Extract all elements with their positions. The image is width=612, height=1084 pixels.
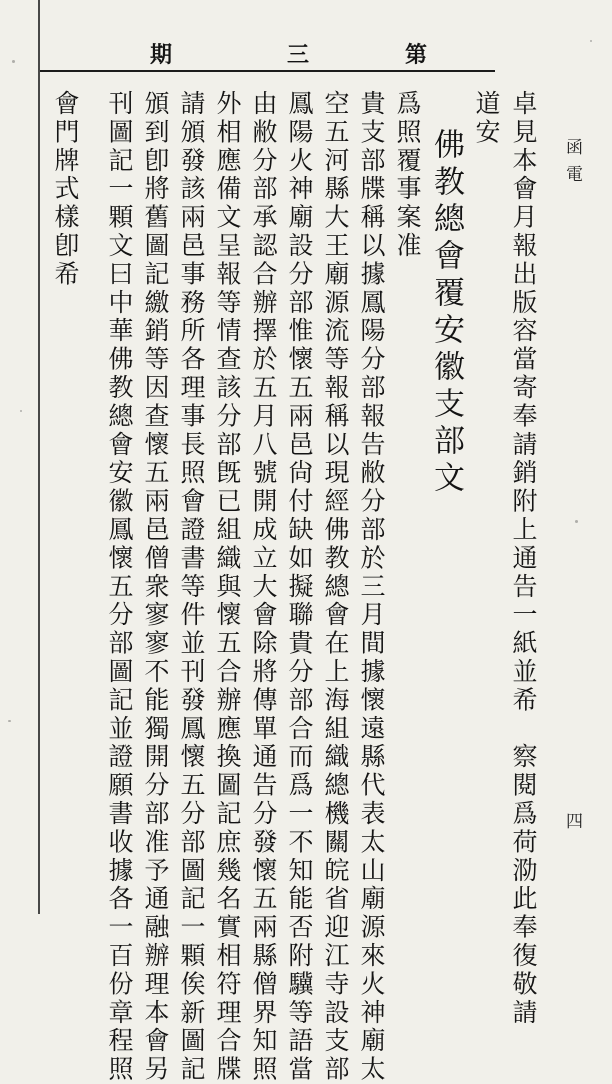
- header-issue-number: 三: [287, 42, 310, 68]
- body-column-7: 鳳陽火神廟設分部惟懷五兩邑尙付缺如擬聯貴分部合而爲一不知能否附驥等語當: [285, 90, 314, 1084]
- body-column-6: 空五河縣大王廟源流等報稱以現經佛教總會在上海組織總機關皖省迎江寺設支部: [321, 90, 350, 1084]
- header-ordinal-mark: 第: [405, 42, 428, 68]
- paper-speckle: [8, 720, 11, 722]
- paper-speckle: [12, 60, 15, 63]
- paper-speckle: [20, 410, 22, 412]
- body-column-4: 爲照覆事案准: [393, 90, 422, 261]
- body-column-9: 外相應備文呈報等情查該分部旣已組織與懷五合辦應換圖記庶幾名實相符理合牒: [213, 90, 242, 1084]
- margin-section-label: 函電: [562, 138, 582, 192]
- body-column-8: 由敝分部承認合辦擇於五月八號開成立大會除將傳單通告分發懷五兩縣僧界知照: [249, 90, 278, 1084]
- body-column-11: 頒到卽將舊圖記繳銷等因查懷五兩邑僧衆寥寥不能獨開分部准予通融辦理本會另: [141, 90, 170, 1084]
- header-rule: [40, 70, 495, 72]
- body-column-2: 道安: [472, 90, 501, 147]
- binding-line: [38, 0, 40, 914]
- document-title: 佛教總會覆安徽支部文: [428, 128, 464, 498]
- body-column-12: 刊圖記一顆文曰中華佛教總會安徽鳳懷五分部圖記並證願書收據各一百份章程照: [105, 90, 134, 1084]
- paper-speckle: [575, 520, 578, 523]
- margin-page-number: 四: [562, 812, 582, 829]
- body-column-1: 卓見本會月報出版容當寄奉請銷附上通告一紙並希 察閱爲荷泐此奉復敬請: [509, 90, 538, 1028]
- body-column-13: 會門牌式樣卽希: [51, 90, 80, 289]
- body-column-10: 請頒發該兩邑事務所各理事長照會證書等件並刊發鳳懷五分部圖記一顆俟新圖記: [177, 90, 206, 1084]
- body-column-5: 貴支部牒稱以據鳳陽分部報告敝分部於三月間據懷遠縣代表太山廟源來火神廟太: [357, 90, 386, 1084]
- header-periodical-mark: 期: [150, 42, 173, 68]
- paper-speckle: [590, 40, 592, 42]
